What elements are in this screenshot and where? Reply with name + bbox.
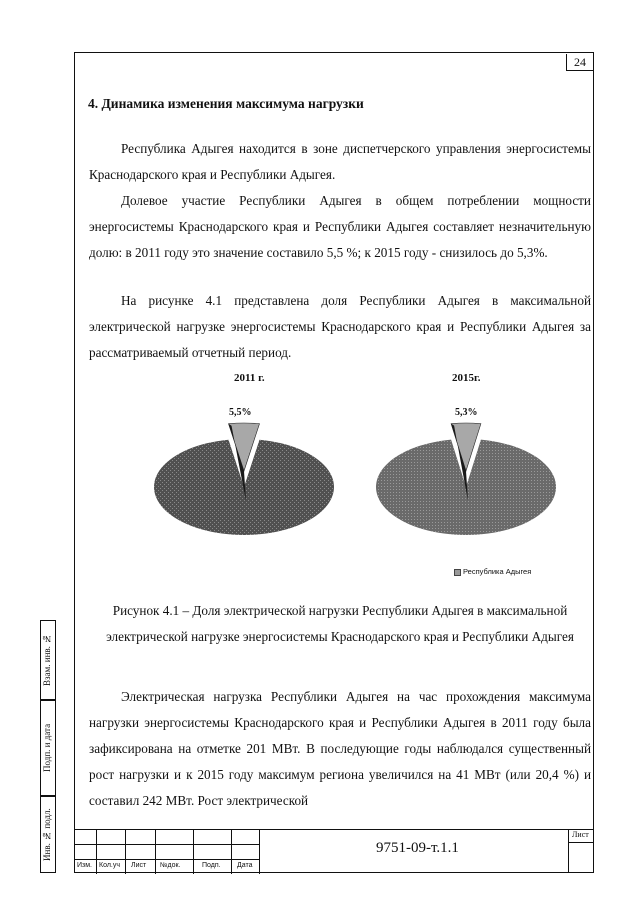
side-label-1: Взам. инв. № [42, 633, 52, 687]
stamp-label-podp: Подп. [202, 862, 221, 869]
data-label-2015: 5,3% [455, 407, 478, 418]
chart-title-2011: 2011 г. [234, 372, 265, 384]
stamp-row-line-1 [74, 844, 260, 845]
stamp-label-izm: Изм. [77, 862, 92, 869]
document-number: 9751-09-т.1.1 [376, 840, 459, 856]
chart-title-2015: 2015г. [452, 372, 481, 384]
chart-legend [454, 567, 531, 576]
sheet-box-divider [568, 842, 594, 843]
title-block [74, 829, 594, 873]
paragraph-after: Электрическая нагрузка Республики Адыгея на час прохождения максимума нагрузки энергосистемы Краснодарского края и Республики Адыгея в 2011 году была зафиксирована на отметке 201 МВт. В последующие годы наблюдался существенный рост нагрузки и к 2015 году максимум региона увеличился на 41 МВт (или 20,4 %) и составил 242 МВт. Рост электрической [89, 689, 591, 808]
sheet-label: Лист [572, 830, 589, 839]
paragraph-2: Долевое участие Республики Адыгея в общем потреблении мощности энергосистемы Краснодарского края и Республики Адыгея составляет незначительную долю: в 2011 году это значение составило 5,5 %; к 2015 году - снизилось до 5,3%. [89, 193, 591, 260]
stamp-label-list: Лист [131, 862, 147, 869]
stamp-label-ndok: №док. [160, 862, 181, 869]
side-label-3: Инв. № подл. [42, 808, 52, 861]
paragraph-1: Республика Адыгея находится в зоне диспетчерского управления энергосистемы Краснодарского края и Республики Адыгея. [89, 141, 591, 182]
stamp-label-kolvo: Кол.уч [99, 862, 120, 869]
side-label-2: Подп. и дата [42, 723, 52, 773]
paragraph-3: На рисунке 4.1 представлена доля Республики Адыгея в максимальной электрической нагрузке энергосистемы Краснодарского края и Республики Адыгея за рассматриваемый отчетный период. [89, 293, 591, 360]
page-number: 24 [566, 54, 593, 71]
section-heading: 4. Динамика изменения максимума нагрузки [88, 96, 364, 111]
stamp-row-line-2 [74, 859, 260, 860]
legend-label: Республика Адыгея [463, 567, 532, 576]
legend-swatch [454, 569, 461, 576]
data-label-2011: 5,5% [229, 407, 252, 418]
stamp-label-data: Дата [237, 862, 253, 869]
figure-caption: Рисунок 4.1 – Доля электрической нагрузки Республики Адыгея в максимальной электрической нагрузке энергосистемы Краснодарского края и Республики Адыгея [106, 603, 574, 644]
